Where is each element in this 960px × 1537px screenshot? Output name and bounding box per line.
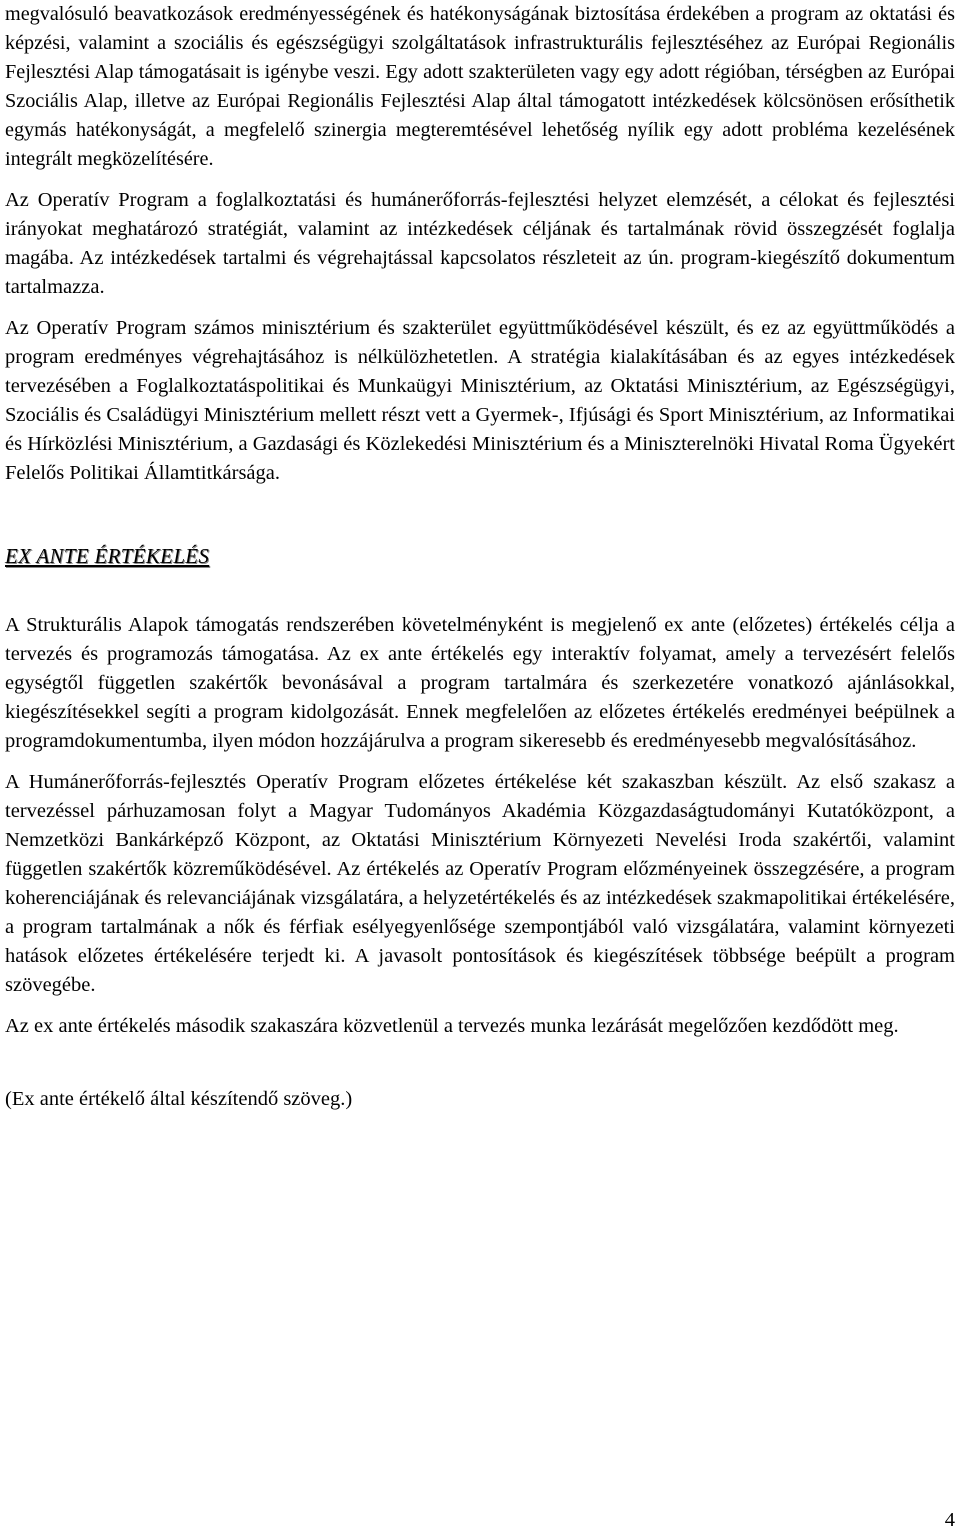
page-number: 4: [944, 1509, 955, 1531]
paragraph-ex-ante-second-stage: Az ex ante értékelés második szakaszára közvetlenül a tervezés munka lezárását megelőzően kezdődött meg.: [5, 1015, 899, 1037]
paragraph-ministries-cooperation: Az Operatív Program számos minisztérium és szakterület együttműködésével készült, és ez az együttműködés a program eredményes végrehajtásához is nélkülözhetetlen. A stratégia kialakításában és az egyes intézkedések tervezésében a Foglalkoztatáspolitikai és Munkaügyi Minisztérium, az Oktatási Minisztérium, az Egészségügyi, Szociális és Családügyi Minisztérium mellett részt vett a Gyermek-, Ifjúsági és Sport Minisztérium, az Informatikai és Hírközlési Minisztérium, a Gazdasági és Közlekedési Minisztérium és a Miniszterelnöki Hivatal Roma Ügyekért Felelős Politikai Államtitkársága.: [5, 317, 955, 484]
paragraph-erfa-synergy: megvalósuló beavatkozások eredményességének és hatékonyságának biztosítása érdekében a program az oktatási és képzési, valamint a szociális és egészségügyi szolgáltatások infrastrukturális fejlesztéséhez az Európai Regionális Fejlesztési Alap támogatásait is igénybe veszi. Egy adott szakterületen vagy egy adott régióban, térségben az Európai Szociális Alap, illetve az Európai Regionális Fejlesztési Alap által támogatott intézkedések kölcsönösen erősíthetik egymás hatékonyságát, a megfelelő szinergia megteremtésével lehetőség nyílik egy adott probléma kezelésének integrált megközelítésére.: [5, 3, 955, 170]
placeholder-note: (Ex ante értékelő által készítendő szöveg.): [5, 1088, 353, 1110]
document-page: [5, 0, 955, 1114]
paragraph-ex-ante-purpose: A Strukturális Alapok támogatás rendszerében követelményként is megjelenő ex ante (előzetes) értékelés célja a tervezés és programozás támogatása. Az ex ante értékelés egy interaktív folyamat, amely a tervezésért felelős egységtől független szakértők bevonásával a program tartalmára és szerkezetére vonatkozó ajánlásokkal, kiegészítésekkel segíti a program kidolgozását. Ennek megfelelően az előzetes értékelés eredményei beépülnek a programdokumentumba, ilyen módon hozzájárulva a program sikeresebb és eredményesebb megvalósításához.: [5, 614, 955, 752]
paragraph-ex-ante-stages: A Humánerőforrás-fejlesztés Operatív Program előzetes értékelése két szakaszban készült. Az első szakasz a tervezéssel párhuzamosan folyt a Magyar Tudományos Akadémia Közgazdaságtudományi Kutatóközpont, a Nemzetközi Bankárképző Központ, az Oktatási Minisztérium Környezeti Nevelési Iroda szakértői, valamint független szakértők közreműködésével. Az értékelés az Operatív Program előzményeinek összegzésére, a program koherenciájának és relevanciájának vizsgálatára, a helyzetértékelés és az intézkedések szakmapolitikai értékelésére, a program tartalmának a nők és férfiak esélyegyenlősége szempontjából való vizsgálatára, valamint környezeti hatások előzetes értékelésére terjedt ki. A javasolt pontosítások és kiegészítések többsége beépült a program szövegébe.: [5, 771, 955, 996]
paragraph-op-content: Az Operatív Program a foglalkoztatási és humánerőforrás-fejlesztési helyzet elemzését, a célokat és fejlesztési irányokat meghatározó stratégiát, valamint az intézkedések céljának és tartalmának rövid összegzését foglalja magába. Az intézkedések tartalmi és végrehajtással kapcsolatos részleteit az ún. program-kiegészítő dokumentum tartalmazza.: [5, 189, 955, 298]
section-heading-ex-ante: EX ANTE ÉRTÉKELÉS: [5, 544, 210, 568]
